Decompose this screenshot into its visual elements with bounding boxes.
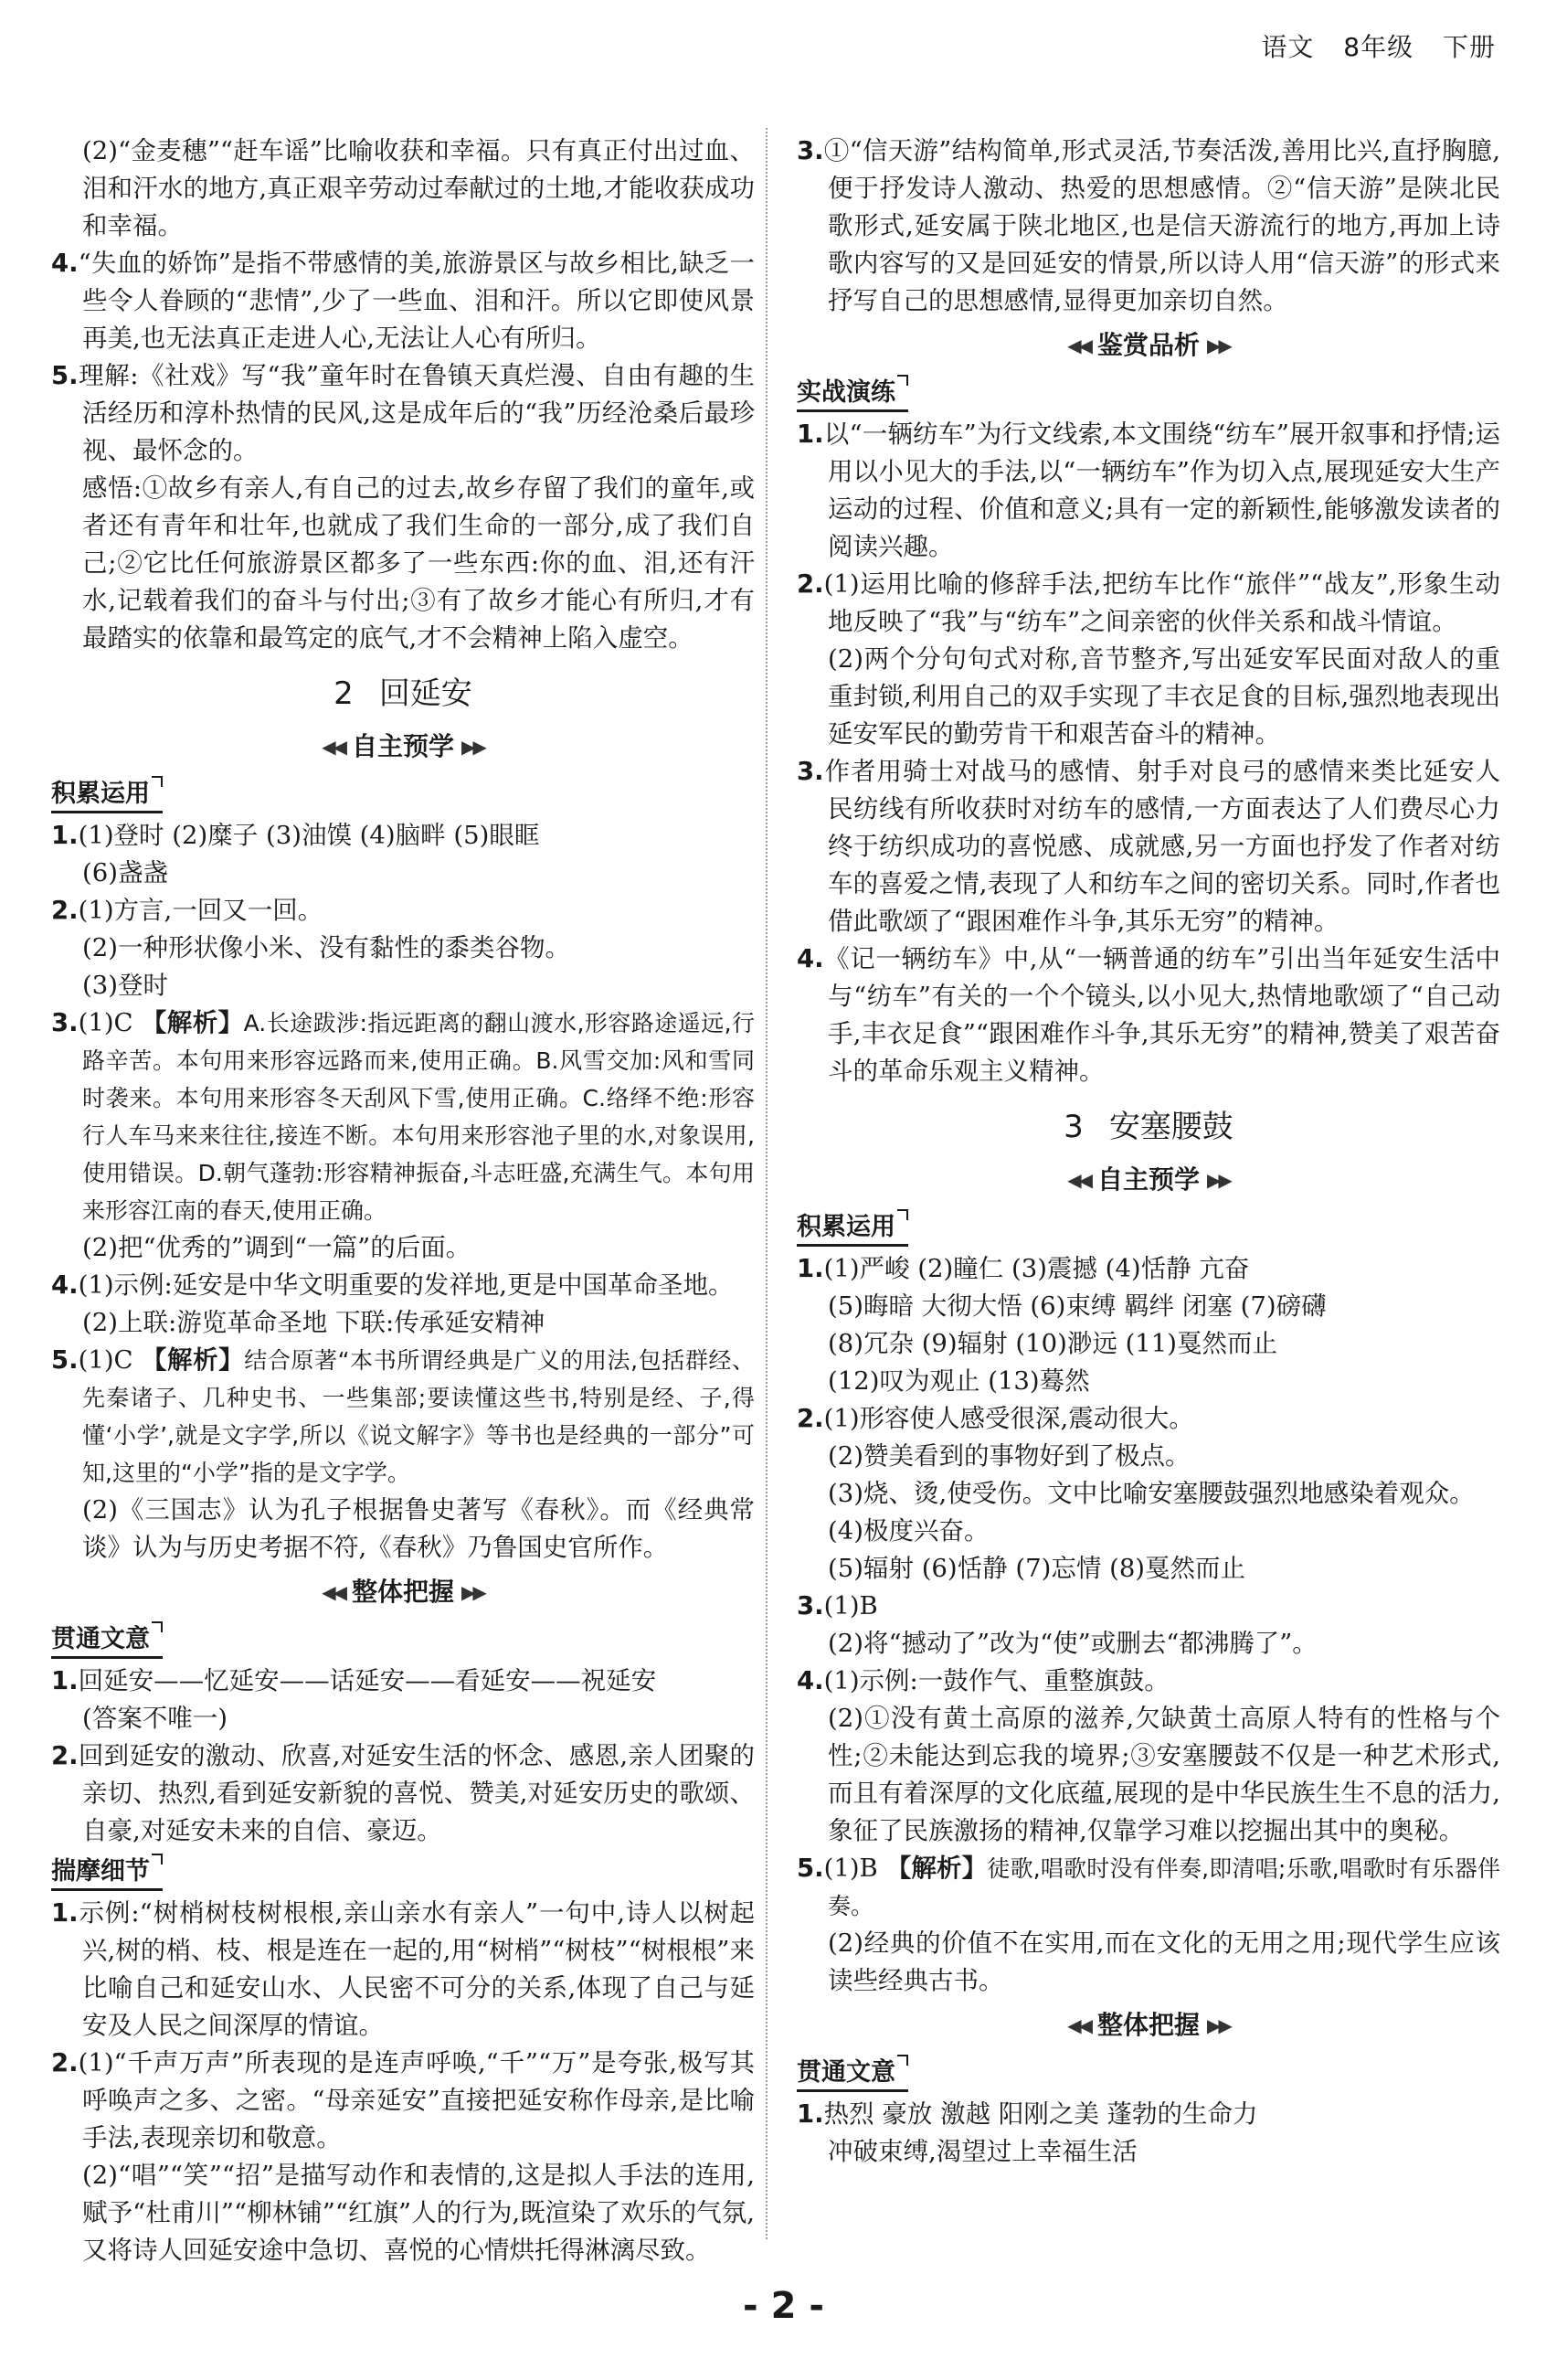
section-tag: 揣摩细节 — [51, 1855, 163, 1891]
banner-left-arrows-icon: ◀◀ — [1067, 335, 1090, 356]
answer-item: 1.回延安——忆延安——话延安——看延安——祝延安 — [51, 1666, 657, 1695]
header-volume: 下册 — [1442, 32, 1496, 62]
answer-text: (6)盏盏 — [82, 858, 168, 887]
answer-text: (3)登时 — [82, 971, 168, 1000]
answer-item: 4.(1)示例:延安是中华文明重要的发祥地,更是中国革命圣地。 — [51, 1270, 734, 1300]
answer-item: 2.(1)“千声万声”所表现的是连声呼唤,“千”“万”是夸张,极写其呼唤声之多、之密。“母亲延安”直接把延安称作母亲,是比喻手法,表现亲切和敬意。 — [51, 2048, 755, 2152]
lesson-title: 2 回延安 — [334, 675, 472, 712]
lesson-title: 3 安塞腰鼓 — [1064, 1109, 1233, 1145]
answer-text: (3)烧、烫,使受伤。文中比喻安塞腰鼓强烈地感染着观众。 — [828, 1479, 1475, 1508]
answer-text: (2)上联:游览革命圣地 下联:传承延安精神 — [82, 1308, 545, 1337]
answer-item: 2.(1)形容使人感受很深,震动很大。 — [797, 1404, 1194, 1433]
answer-text: (2)把“优秀的”调到“一篇”的后面。 — [82, 1233, 471, 1262]
answer-item: 1.(1)登时 (2)糜子 (3)油馍 (4)脑畔 (5)眼眶 — [51, 821, 540, 850]
answer-item: 3.(1)B — [797, 1591, 878, 1620]
section-banner: ◀◀ 整体把握 ▶▶ — [1067, 2010, 1230, 2040]
answer-item: 3.①“信天游”结构简单,形式灵活,节奏活泼,善用比兴,直抒胸臆,便于抒发诗人激动、热爱的思想感情。②“信天游”是陕北民歌形式,延安属于陕北地区,也是信天游流行的地方,再加上诗歌内容写的又是回延安的情景,所以诗人用“信天游”的形式来抒写自己的思想感情,显得更加亲切自然。 — [797, 136, 1500, 315]
section-banner: ◀◀ 自主预学 ▶▶ — [1067, 1164, 1230, 1195]
banner-right-arrows-icon: ▶▶ — [1207, 335, 1230, 356]
answer-text: (2)“金麦穗”“赶车谣”比喻收获和幸福。只有真正付出过血、泪和汗水的地方,真正艰辛劳动过奉献过的土地,才能收获成功和幸福。 — [82, 136, 755, 240]
answer-item: 3.(1)C 【解析】A.长途跋涉:指远距离的翻山渡水,形容路途遥远,行路辛苦。本句用来形容远路而来,使用正确。B.风雪交加:风和雪同时袭来。本句用来形容冬天刮风下雪,使用正确。C.络绎不绝:形容行人车马来来往往,接连不断。本句用来形容池子里的水,对象误用,使用错误。D.朝气蓬勃:形容精神振奋,斗志旺盛,充满生气。本句用来形容江南的春天,使用正确。 — [51, 1008, 756, 1224]
banner-left-arrows-icon: ◀◀ — [1067, 2014, 1090, 2036]
answer-text: (2)“唱”“笑”“招”是描写动作和表情的,这是拟人手法的连用,赋予“杜甫川”“柳林铺”“红旗”人的行为,既渲染了欢乐的气氛,又将诗人回延安途中急切、喜悦的心情烘托得淋漓尽致。 — [82, 2161, 755, 2265]
section-banner: ◀◀ 自主预学 ▶▶ — [322, 731, 484, 761]
answer-item: 2.(1)运用比喻的修辞手法,把纺车比作“旅伴”“战友”,形象生动地反映了“我”与“纺车”之间亲密的伙伴关系和战斗情谊。 — [797, 569, 1500, 636]
right-column — [797, 133, 1500, 2171]
banner-right-arrows-icon: ▶▶ — [461, 1581, 484, 1603]
answer-item: 3.作者用骑士对战马的感情、射手对良弓的感情来类比延安人民纺线有所收获时对纺车的感情,一方面表达了人们费尽心力终于纺织成功的喜悦感、成就感,另一方面也抒发了作者对纺车的喜爱之情,表现了人和纺车之间的密切关系。同时,作者也借此歌颂了“跟困难作斗争,其乐无穷”的精神。 — [797, 757, 1500, 936]
answer-item: 1.示例:“树梢树枝树根根,亲山亲水有亲人”一句中,诗人以树起兴,树的梢、枝、根是连在一起的,用“树梢”“树枝”“树根根”来比喻自己和延安山水、人民密不可分的关系,体现了自己与延安及人民之间深厚的情谊。 — [51, 1898, 755, 2040]
banner-left-arrows-icon: ◀◀ — [322, 1581, 344, 1603]
banner-right-arrows-icon: ▶▶ — [1207, 1169, 1230, 1191]
answer-text: (2)①没有黄土高原的滋养,欠缺黄土高原人特有的性格与个性;②未能达到忘我的境界;③安塞腰鼓不仅是一种艺术形式,而且有着深厚的文化底蕴,展现的是中华民族生生不息的活力,象征了民族激扬的精神,仅靠学习难以挖掘出其中的奥秘。 — [828, 1704, 1500, 1845]
answer-text: 感悟:①故乡有亲人,有自己的过去,故乡存留了我们的童年,或者还有青年和壮年,也就成了我们生命的一部分,成了我们自己;②它比任何旅游景区都多了一些东西:你的血、泪,还有汗水,记载着我们的奋斗与付出;③有了故乡才能心有所归,才有最踏实的依靠和最笃定的底气,才不会精神上陷入虚空。 — [82, 473, 755, 653]
banner-right-arrows-icon: ▶▶ — [461, 736, 484, 758]
answer-text: (答案不唯一) — [82, 1704, 228, 1733]
answer-text: (2)两个分句句式对称,音节整齐,写出延安军民面对敌人的重重封锁,利用自己的双手实现了丰衣足食的目标,强烈地表现出延安军民的勤劳肯干和艰苦奋斗的精神。 — [828, 644, 1500, 749]
answer-text: (2)将“撼动了”改为“使”或删去“都沸腾了”。 — [828, 1629, 1318, 1658]
left-column — [51, 133, 755, 2269]
answer-item: 2.(1)方言,一回又一回。 — [51, 896, 323, 925]
page-header — [1241, 27, 1496, 64]
answer-item: 1.以“一辆纺车”为行文线索,本文围绕“纺车”展开叙事和抒情;运用以小见大的手法,以“一辆纺车”作为切入点,展现延安大生产运动的过程、价值和意义;具有一定的新颖性,能够激发读者的阅读兴趣。 — [797, 420, 1500, 561]
header-subject: 语文 — [1261, 32, 1315, 62]
answer-text: (4)极度兴奋。 — [828, 1516, 990, 1546]
answer-text: (2)一种形状像小米、没有黏性的黍类谷物。 — [82, 933, 570, 962]
answer-text: (2)赞美看到的事物好到了极点。 — [828, 1441, 1191, 1471]
banner-left-arrows-icon: ◀◀ — [1067, 1169, 1090, 1191]
answer-text: (12)叹为观止 (13)蓦然 — [828, 1366, 1090, 1396]
answer-item: 4.“失血的娇饰”是指不带感情的美,旅游景区与故乡相比,缺乏一些令人眷顾的“悲情”,少了一些血、泪和汗。所以它即使风景再美,也无法真正走进人心,无法让人心有所归。 — [51, 249, 755, 353]
page-number: - 2 - — [743, 2285, 824, 2327]
section-banner: ◀◀ 鉴赏品析 ▶▶ — [1067, 330, 1230, 360]
banner-left-arrows-icon: ◀◀ — [322, 736, 344, 758]
section-tag: 积累运用 — [51, 778, 163, 813]
section-banner: ◀◀ 整体把握 ▶▶ — [322, 1577, 484, 1607]
answer-text: (5)晦暗 大彻大悟 (6)束缚 羁绊 闭塞 (7)磅礴 — [828, 1291, 1327, 1321]
answer-item: 1.热烈 豪放 激越 阳刚之美 蓬勃的生命力 — [797, 2099, 1258, 2129]
section-tag: 贯通文意 — [51, 1623, 163, 1659]
answer-text: (2)经典的价值不在实用,而在文化的无用之用;现代学生应该读些经典古书。 — [828, 1928, 1500, 1995]
column-divider — [766, 128, 768, 2239]
answer-item: 5.(1)C 【解析】结合原著“本书所谓经典是广义的用法,包括群经、先秦诸子、几种史书、一些集部;要读懂这些书,特别是经、子,得懂‘小学’,就是文字学,所以《说文解字》等书也是经典的一部分”可知,这里的“小学”指的是文字学。 — [51, 1345, 755, 1486]
answer-text: (2)《三国志》认为孔子根据鲁史著写《春秋》。而《经典常谈》认为与历史考据不符,《春秋》乃鲁国史官所作。 — [82, 1495, 755, 1562]
answer-text: 冲破束缚,渴望过上幸福生活 — [828, 2137, 1138, 2166]
answer-text: (5)辐射 (6)恬静 (7)忘情 (8)戛然而止 — [828, 1554, 1246, 1583]
answer-item: 4.《记一辆纺车》中,从“一辆普通的纺车”引出当年延安生活中与“纺车”有关的一个个镜头,以小见大,热情地歌颂了“自己动手,丰衣足食”“跟困难作斗争,其乐无穷”的精神,赞美了艰苦奋斗的革命乐观主义精神。 — [797, 944, 1500, 1086]
banner-right-arrows-icon: ▶▶ — [1207, 2014, 1230, 2036]
answer-item: 1.(1)严峻 (2)瞳仁 (3)震撼 (4)恬静 亢奋 — [797, 1254, 1250, 1283]
answer-item: 2.回到延安的激动、欣喜,对延安生活的怀念、感恩,亲人团聚的亲切、热烈,看到延安新貌的喜悦、赞美,对延安历史的歌颂、自豪,对延安未来的自信、豪迈。 — [51, 1741, 755, 1845]
section-tag: 贯通文意 — [797, 2056, 908, 2092]
answer-item: 5.理解:《社戏》写“我”童年时在鲁镇天真烂漫、自由有趣的生活经历和淳朴热情的民风,这是成年后的“我”历经沧桑后最珍视、最怀念的。 — [51, 361, 755, 465]
answer-text: (8)冗杂 (9)辐射 (10)渺远 (11)戛然而止 — [828, 1329, 1278, 1358]
answer-item: 5.(1)B 【解析】徒歌,唱歌时没有伴奏,即清唱;乐歌,唱歌时有乐器伴奏。 — [797, 1854, 1501, 1919]
section-tag: 实战演练 — [797, 377, 908, 412]
header-grade: 8年级 — [1343, 32, 1414, 62]
section-tag: 积累运用 — [797, 1211, 908, 1247]
answer-item: 4.(1)示例:一鼓作气、重整旗鼓。 — [797, 1666, 1170, 1695]
